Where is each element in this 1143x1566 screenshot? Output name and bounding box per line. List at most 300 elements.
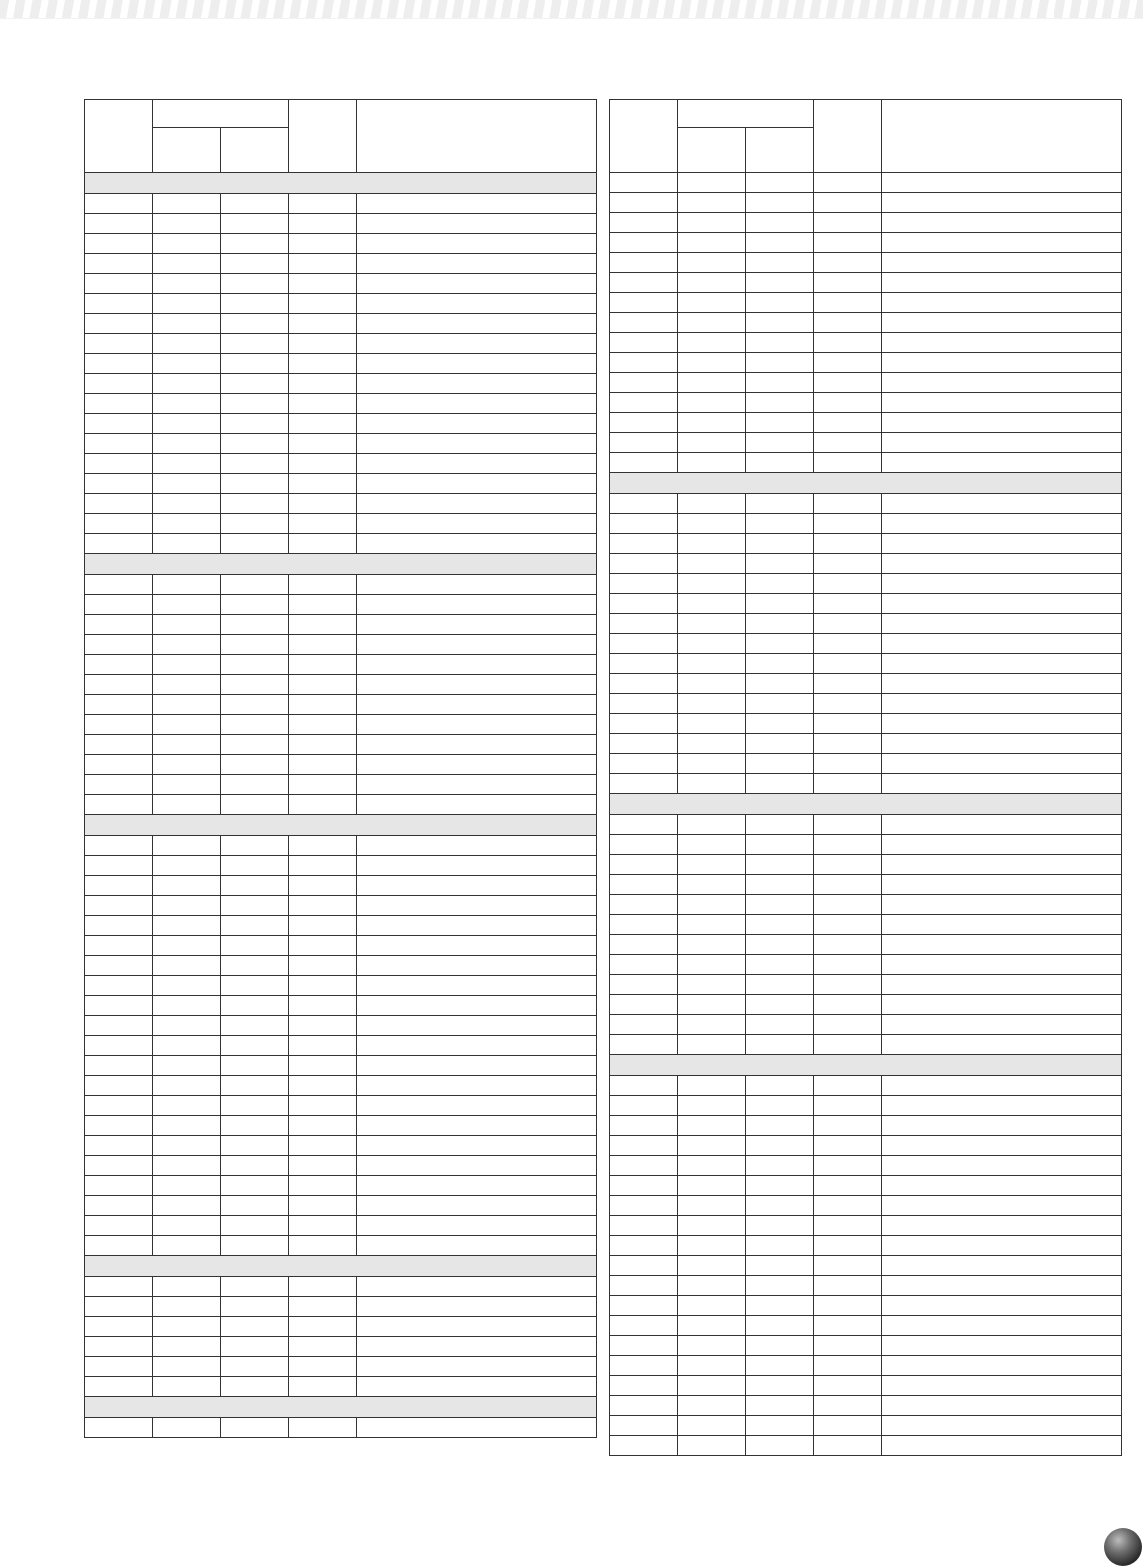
table-cell [610, 494, 678, 514]
table-cell [678, 895, 746, 915]
table-cell [678, 574, 746, 594]
table-cell [814, 413, 882, 433]
table-cell [289, 876, 357, 896]
table-cell [814, 353, 882, 373]
table-cell [882, 855, 1122, 875]
table-cell [85, 234, 153, 254]
table-cell [221, 394, 289, 414]
table-cell [221, 214, 289, 234]
table-cell [221, 274, 289, 294]
table-cell [85, 454, 153, 474]
table-cell [746, 554, 814, 574]
header-notch [1050, 0, 1054, 18]
table-cell [289, 1297, 357, 1317]
table-cell [221, 1116, 289, 1136]
table-cell [153, 314, 221, 334]
table-row [610, 1096, 1122, 1116]
table-cell [85, 1176, 153, 1196]
table-cell [357, 1236, 597, 1256]
table-cell [85, 474, 153, 494]
table-cell [85, 1076, 153, 1096]
table-cell [289, 534, 357, 554]
table-cell [882, 1356, 1122, 1376]
table-cell [357, 354, 597, 374]
table-cell [85, 956, 153, 976]
table-cell [153, 795, 221, 815]
table-row [85, 1176, 597, 1196]
table-cell [357, 254, 597, 274]
table-row [610, 614, 1122, 634]
table-cell [678, 1256, 746, 1276]
table-row [610, 433, 1122, 453]
table-cell [357, 956, 597, 976]
table-cell [882, 835, 1122, 855]
table-cell [814, 975, 882, 995]
table-cell [746, 1116, 814, 1136]
section-title [85, 1397, 597, 1418]
table-cell [814, 534, 882, 554]
table-cell [882, 1136, 1122, 1156]
table-row [610, 1376, 1122, 1396]
table-row [610, 373, 1122, 393]
table-cell [882, 293, 1122, 313]
table-cell [153, 1377, 221, 1397]
table-cell [814, 634, 882, 654]
table-row [610, 333, 1122, 353]
table-row [85, 1136, 597, 1156]
table-cell [746, 1015, 814, 1035]
table-cell [153, 1156, 221, 1176]
table-cell [85, 675, 153, 695]
table-cell [153, 234, 221, 254]
table-cell [678, 1096, 746, 1116]
table-cell [289, 514, 357, 534]
table-cell [746, 574, 814, 594]
table-cell [882, 895, 1122, 915]
table-cell [814, 1216, 882, 1236]
table-cell [85, 1096, 153, 1116]
table-cell [153, 1096, 221, 1116]
table-cell [610, 1376, 678, 1396]
table-cell [814, 875, 882, 895]
table-cell [153, 916, 221, 936]
table-row [610, 875, 1122, 895]
table-cell [814, 614, 882, 634]
table-cell [678, 614, 746, 634]
table-row [85, 494, 597, 514]
table-cell [221, 414, 289, 434]
table-cell [814, 995, 882, 1015]
table-cell [85, 394, 153, 414]
table-cell [746, 353, 814, 373]
table-cell [153, 1056, 221, 1076]
table-cell [610, 1296, 678, 1316]
table-cell [153, 294, 221, 314]
table-cell [357, 1076, 597, 1096]
table-cell [746, 1216, 814, 1236]
table-cell [289, 474, 357, 494]
table-cell [153, 575, 221, 595]
table-cell [678, 1035, 746, 1055]
table-cell [85, 334, 153, 354]
table-cell [357, 434, 597, 454]
table-cell [610, 413, 678, 433]
table-row [85, 234, 597, 254]
table-row [610, 815, 1122, 835]
table-cell [746, 1076, 814, 1096]
table-cell [610, 875, 678, 895]
table-cell [153, 996, 221, 1016]
table-cell [357, 655, 597, 675]
table-row [85, 374, 597, 394]
table-cell [610, 1196, 678, 1216]
table-cell [289, 414, 357, 434]
table-cell [882, 1436, 1122, 1456]
section-title [85, 173, 597, 194]
table-cell [610, 594, 678, 614]
table-cell [610, 313, 678, 333]
table-cell [678, 1336, 746, 1356]
table-cell [85, 274, 153, 294]
table-cell [746, 393, 814, 413]
table-row [610, 514, 1122, 534]
table-cell [153, 1116, 221, 1136]
table-cell [221, 635, 289, 655]
table-row [85, 454, 597, 474]
table-cell [357, 454, 597, 474]
table-cell [357, 615, 597, 635]
table-cell [357, 575, 597, 595]
table-row [85, 294, 597, 314]
table-cell [678, 674, 746, 694]
table-cell [746, 413, 814, 433]
table-cell [221, 1377, 289, 1397]
table-row [610, 1296, 1122, 1316]
table-cell [678, 1416, 746, 1436]
table-cell [85, 976, 153, 996]
table-row [85, 1418, 597, 1438]
table-cell [221, 735, 289, 755]
table-cell [882, 313, 1122, 333]
header-group-cell [153, 100, 289, 128]
section-title [610, 794, 1122, 815]
table-cell [221, 334, 289, 354]
table-row [85, 936, 597, 956]
table-cell [746, 453, 814, 473]
table-cell [153, 374, 221, 394]
table-cell [746, 233, 814, 253]
table-row [610, 1256, 1122, 1276]
table-cell [882, 1196, 1122, 1216]
table-cell [289, 836, 357, 856]
table-cell [746, 253, 814, 273]
table-cell [221, 916, 289, 936]
table-cell [85, 1116, 153, 1136]
table-cell [289, 1236, 357, 1256]
table-row [610, 1336, 1122, 1356]
table-cell [610, 1316, 678, 1336]
table-cell [882, 955, 1122, 975]
header-row [85, 100, 597, 128]
table-cell [746, 674, 814, 694]
table-cell [357, 775, 597, 795]
table-cell [289, 1076, 357, 1096]
table-cell [85, 635, 153, 655]
table-row [610, 554, 1122, 574]
table-cell [221, 1196, 289, 1216]
table-cell [678, 1156, 746, 1176]
table-cell [221, 1216, 289, 1236]
table-cell [814, 594, 882, 614]
table-cell [85, 1136, 153, 1156]
table-cell [153, 775, 221, 795]
table-cell [610, 995, 678, 1015]
table-row [610, 1136, 1122, 1156]
table-cell [678, 313, 746, 333]
table-cell [221, 1277, 289, 1297]
table-cell [610, 1076, 678, 1096]
table-cell [746, 333, 814, 353]
data-table-right [609, 99, 1122, 1456]
table-cell [814, 694, 882, 714]
table-cell [746, 1096, 814, 1116]
table-cell [221, 775, 289, 795]
table-cell [610, 1256, 678, 1276]
table-cell [221, 1136, 289, 1156]
table-cell [289, 715, 357, 735]
table-cell [289, 775, 357, 795]
table-cell [746, 1316, 814, 1336]
table-cell [85, 695, 153, 715]
table-cell [882, 233, 1122, 253]
table-cell [610, 815, 678, 835]
table-cell [746, 1376, 814, 1396]
table-row [610, 1276, 1122, 1296]
table-row [610, 734, 1122, 754]
table-cell [221, 254, 289, 274]
table-cell [289, 896, 357, 916]
table-cell [746, 213, 814, 233]
table-cell [746, 654, 814, 674]
table-cell [357, 996, 597, 1016]
table-cell [746, 193, 814, 213]
table-cell [678, 754, 746, 774]
table-row [85, 1216, 597, 1236]
table-cell [153, 1216, 221, 1236]
table-cell [221, 354, 289, 374]
table-cell [153, 494, 221, 514]
table-cell [746, 273, 814, 293]
table-cell [357, 1136, 597, 1156]
table-cell [357, 856, 597, 876]
table-cell [153, 876, 221, 896]
table-cell [153, 1317, 221, 1337]
table-cell [814, 1076, 882, 1096]
table-cell [357, 695, 597, 715]
table-cell [882, 213, 1122, 233]
table-cell [357, 274, 597, 294]
table-row [85, 715, 597, 735]
table-cell [357, 976, 597, 996]
table-row [85, 1297, 597, 1317]
table-row [85, 354, 597, 374]
table-cell [153, 514, 221, 534]
table-cell [610, 1356, 678, 1376]
table-cell [357, 534, 597, 554]
table-cell [814, 1316, 882, 1336]
table-cell [221, 615, 289, 635]
table-cell [882, 815, 1122, 835]
table-cell [221, 755, 289, 775]
section-title [610, 1055, 1122, 1076]
table-cell [289, 956, 357, 976]
table-cell [289, 936, 357, 956]
table-cell [814, 674, 882, 694]
table-cell [153, 414, 221, 434]
table-cell [289, 1216, 357, 1236]
header-sub-cell [746, 128, 814, 173]
table-cell [289, 795, 357, 815]
table-cell [678, 554, 746, 574]
table-cell [85, 514, 153, 534]
table-cell [882, 714, 1122, 734]
table-cell [85, 715, 153, 735]
table-cell [357, 294, 597, 314]
section-header-row [610, 794, 1122, 815]
table-row [610, 1196, 1122, 1216]
table-cell [746, 293, 814, 313]
table-cell [814, 253, 882, 273]
table-cell [746, 173, 814, 193]
table-cell [882, 1035, 1122, 1055]
table-cell [153, 655, 221, 675]
table-cell [357, 334, 597, 354]
table-cell [85, 595, 153, 615]
table-cell [678, 213, 746, 233]
section-header-row [610, 1055, 1122, 1076]
table-cell [610, 353, 678, 373]
table-row [610, 654, 1122, 674]
table-cell [610, 955, 678, 975]
table-cell [746, 1336, 814, 1356]
table-row [610, 1076, 1122, 1096]
table-row [85, 695, 597, 715]
table-cell [678, 955, 746, 975]
table-cell [85, 735, 153, 755]
table-cell [882, 1276, 1122, 1296]
table-cell [289, 314, 357, 334]
table-cell [746, 855, 814, 875]
table-row [85, 575, 597, 595]
table-cell [678, 333, 746, 353]
table-cell [221, 494, 289, 514]
table-cell [746, 1296, 814, 1316]
table-cell [221, 936, 289, 956]
table-cell [153, 735, 221, 755]
table-cell [357, 1418, 597, 1438]
table-cell [678, 353, 746, 373]
page-marker-circle-icon [1104, 1528, 1142, 1566]
table-row [85, 514, 597, 534]
table-cell [153, 434, 221, 454]
table-row [610, 534, 1122, 554]
table-row [610, 774, 1122, 794]
table-cell [357, 1337, 597, 1357]
table-cell [289, 1377, 357, 1397]
table-cell [678, 995, 746, 1015]
table-cell [814, 1436, 882, 1456]
table-row [85, 1196, 597, 1216]
table-cell [610, 293, 678, 313]
table-cell [814, 835, 882, 855]
table-cell [153, 474, 221, 494]
table-cell [882, 1156, 1122, 1176]
data-table-left [84, 99, 597, 1438]
table-cell [85, 1056, 153, 1076]
table-row [85, 394, 597, 414]
table-cell [289, 254, 357, 274]
table-cell [678, 173, 746, 193]
table-cell [814, 714, 882, 734]
table-cell [746, 1416, 814, 1436]
table-cell [882, 1376, 1122, 1396]
table-cell [85, 996, 153, 1016]
table-cell [153, 595, 221, 615]
table-cell [610, 935, 678, 955]
table-row [610, 935, 1122, 955]
table-cell [814, 333, 882, 353]
table-cell [85, 354, 153, 374]
table-cell [153, 194, 221, 214]
table-cell [610, 1136, 678, 1156]
table-cell [85, 856, 153, 876]
table-cell [610, 333, 678, 353]
table-cell [153, 534, 221, 554]
table-row [610, 594, 1122, 614]
table-cell [85, 1196, 153, 1216]
table-row [610, 1216, 1122, 1236]
table-cell [85, 1216, 153, 1236]
table-cell [678, 694, 746, 714]
table-cell [746, 734, 814, 754]
table-cell [153, 1076, 221, 1096]
table-cell [610, 1116, 678, 1136]
table-cell [357, 715, 597, 735]
table-cell [746, 514, 814, 534]
table-cell [289, 615, 357, 635]
table-cell [882, 915, 1122, 935]
table-cell [678, 634, 746, 654]
table-cell [678, 293, 746, 313]
table-cell [814, 494, 882, 514]
table-cell [746, 313, 814, 333]
table-cell [746, 594, 814, 614]
table-cell [882, 373, 1122, 393]
table-cell [153, 856, 221, 876]
table-cell [221, 856, 289, 876]
table-cell [357, 755, 597, 775]
table-row [610, 955, 1122, 975]
table-cell [357, 876, 597, 896]
table-cell [153, 254, 221, 274]
table-cell [289, 294, 357, 314]
table-cell [221, 1156, 289, 1176]
table-cell [746, 714, 814, 734]
table-cell [610, 193, 678, 213]
table-row [85, 1357, 597, 1377]
header-sub-cell [153, 128, 221, 173]
table-cell [814, 1156, 882, 1176]
